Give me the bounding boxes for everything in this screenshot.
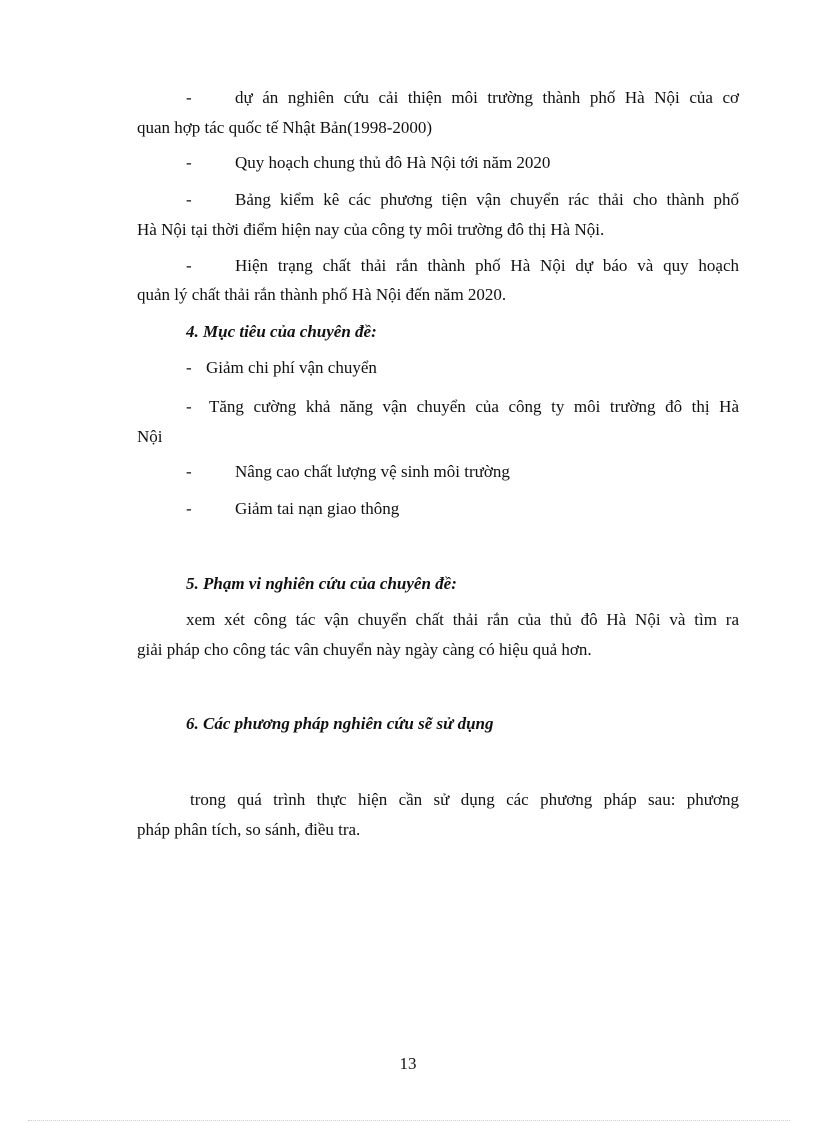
source-item-1-line-2: quan hợp tác quốc tế Nhật Bản(1998-2000) [137,118,433,137]
methods-paragraph-line-1: trong quá trình thực hiện cần sử dụng các phương pháp sau: phương [190,790,739,809]
list-bullet: - [186,256,192,275]
goal-item-2-line-2: Nội [137,427,163,446]
list-bullet: - [186,358,192,377]
list-bullet: - [186,499,192,518]
list-bullet: - [186,397,192,416]
list-bullet: - [186,190,192,209]
list-bullet: - [186,153,192,172]
goal-item-2-line-1: Tăng cường khả năng vận chuyển của công ty môi trường đô thị Hà [209,397,739,416]
page-number: 13 [399,1054,417,1073]
goal-item-3: Nâng cao chất lượng vệ sinh môi trường [235,462,510,481]
scope-paragraph-line-2: giải pháp cho công tác vân chuyển này ngày càng có hiệu quả hơn. [137,640,592,659]
goal-item-1: Giảm chi phí vận chuyển [206,358,377,377]
methods-paragraph-line-2: pháp phân tích, so sánh, điều tra. [137,820,361,839]
page-bottom-rule [28,1120,790,1121]
section-6-heading: 6. Các phương pháp nghiên cứu sẽ sử dụng [186,714,494,733]
source-item-3-line-1: Bảng kiểm kê các phương tiện vận chuyển rác thải cho thành phố [235,190,739,209]
scope-paragraph-line-1: xem xét công tác vận chuyển chất thải rắn của thủ đô Hà Nội và tìm ra [186,610,739,629]
source-item-2: Quy hoạch chung thủ đô Hà Nội tới năm 2020 [235,153,551,172]
source-item-1-line-1: dự án nghiên cứu cải thiện môi trường thành phố Hà Nội của cơ [235,88,739,107]
list-bullet: - [186,88,192,107]
goal-item-4: Giảm tai nạn giao thông [235,499,400,518]
list-bullet: - [186,462,192,481]
section-4-heading: 4. Mục tiêu của chuyên đề: [186,322,377,341]
section-5-heading: 5. Phạm vi nghiên cứu của chuyên đề: [186,574,457,593]
source-item-3-line-2: Hà Nội tại thời điểm hiện nay của công ty môi trường đô thị Hà Nội. [137,220,605,239]
source-item-4-line-2: quản lý chất thải rắn thành phố Hà Nội đến năm 2020. [137,285,507,304]
source-item-4-line-1: Hiện trạng chất thải rắn thành phố Hà Nội dự báo và quy hoạch [235,256,739,275]
